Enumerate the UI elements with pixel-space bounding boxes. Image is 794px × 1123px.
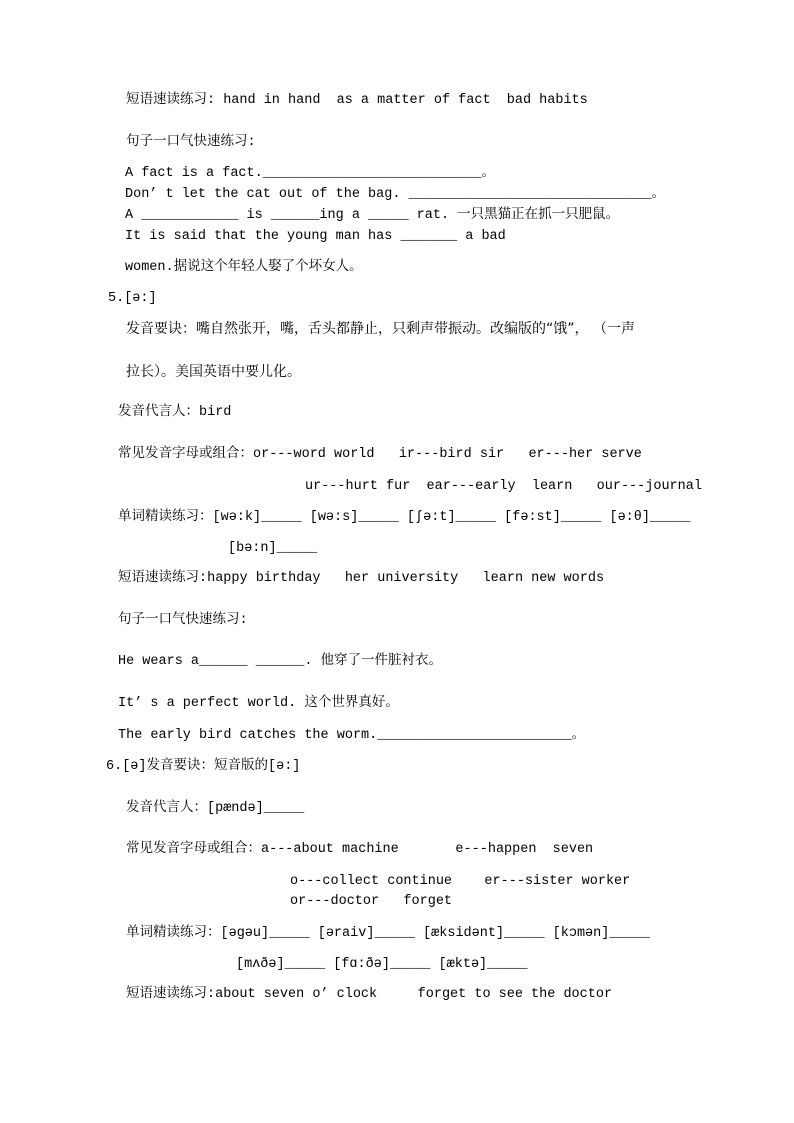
pronunciation-tip-5-cont: 拉长）。美国英语中要儿化。 — [126, 364, 301, 380]
sentence-practice-heading-5: 句子一口气快速练习: — [118, 613, 248, 628]
sentence-practice-heading-1: 句子一口气快速练习: — [126, 135, 256, 150]
phrase-practice-6: 短语速读练习:about seven o’ clock forget to see the doctor — [126, 987, 613, 1002]
letter-combos-5: 常见发音字母或组合：or---word world ir---bird sir er---her serve — [118, 447, 642, 462]
spokesperson-6: 发音代言人：[pændə]_____ — [126, 801, 305, 816]
letter-combos-6-cont: o---collect continue er---sister worker — [290, 874, 631, 889]
sentence-5-1: He wears a______ ______. 他穿了一件脏衬衣。 — [118, 654, 443, 669]
letter-combos-5-cont: ur---hurt fur ear---early learn our---journal — [305, 479, 702, 494]
sentence-1: A fact is a fact.___________________________。 — [125, 166, 495, 181]
sentence-2: Don’ t let the cat out of the bag. ______________________________。 — [125, 187, 666, 202]
word-practice-5: 单词精读练习：[wə:k]_____ [wə:s]_____ [ʃə:t]_____ [fə:st]_____ [ə:θ]_____ — [118, 510, 691, 525]
sentence-3: A ____________ is ______ing a _____ rat. 一只黑猫正在抓一只肥鼠。 — [125, 208, 620, 223]
phrase-practice-5: 短语速读练习:happy birthday her university learn new words — [118, 571, 605, 586]
pronunciation-tip-5: 发音要诀：嘴自然张开，嘴，舌头都静止，只剩声带振动。改编版的“饿”， （一声 — [126, 321, 635, 337]
word-practice-6: 单词精读练习：[əgəu]_____ [əraiv]_____ [æksidənt]_____ [kɔmən]_____ — [126, 926, 650, 941]
phrase-practice-1: 短语速读练习: hand in hand as a matter of fact bad habits — [126, 93, 588, 108]
section-6-heading: 6.[ə]发音要诀：短音版的[ə:] — [106, 759, 301, 774]
sentence-5-3: The early bird catches the worm.________________________。 — [118, 728, 586, 743]
sentence-4: It is said that the young man has _______ a bad — [125, 229, 506, 244]
letter-combos-6: 常见发音字母或组合：a---about machine e---happen seven — [126, 842, 594, 857]
spokesperson-5: 发音代言人：bird — [118, 405, 232, 420]
letter-combos-6-cont2: or---doctor forget — [290, 894, 453, 909]
word-practice-5-cont: [bə:n]_____ — [228, 541, 318, 556]
word-practice-6-cont: [mʌðə]_____ [fɑ:ðə]_____ [æktə]_____ — [236, 957, 528, 972]
section-5-heading: 5.[ə:] — [108, 291, 157, 306]
sentence-5-2: It’ s a perfect world. 这个世界真好。 — [118, 696, 399, 711]
sentence-4-cont: women.据说这个年轻人娶了个坏女人。 — [125, 260, 363, 275]
